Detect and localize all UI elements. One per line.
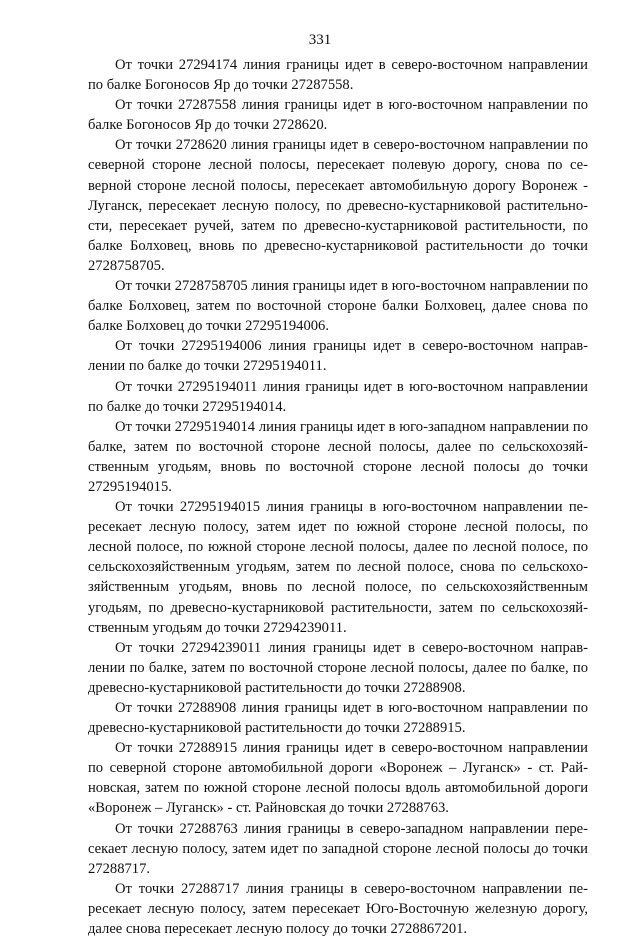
page-number: 331 bbox=[308, 32, 332, 48]
paragraph: От точки 27295194015 линия границы в юго-восточном направлении пересекает лесную полосу, затем идет по южной стороне лесной полосы, по лесной полосе, по южной стороне лесной полосы, далее по лесной полосе, по сельскохозяйственным угодьям, затем по лесной полосе, снова по сельскохозяйственным угодьям, вновь по лесной полосе, по сельскохозяйственным угодьям, по древесно-кустарниковой растительности, затем по сельскохозяйственным угодьям до точки 27294239011. bbox=[88, 499, 588, 636]
paragraph: От точки 27295194014 линия границы идет в юго-западном направлении по балке, затем по восточной стороне лесной полосы, далее по сельскохозяйственным угодьям, вновь по восточной стороне лесной полосы до точки 27295194015. bbox=[88, 418, 588, 495]
paragraph: От точки 27294174 линия границы идет в северо-восточном направлении по балке Богоносов Яр до точки 27287558. bbox=[88, 57, 588, 94]
paragraph: От точки 27288908 линия границы идет в юго-восточном направлении по древесно-кустарниковой растительности до точки 27288915. bbox=[88, 700, 588, 737]
paragraph: От точки 27288717 линия границы в северо-восточном направлении пересекает лесную полосу, затем пересекает Юго-Восточную железную дорогу, далее снова пересекает лесную полосу до точки 2728867201. bbox=[88, 880, 588, 938]
paragraph: От точки 27294239011 линия границы идет в северо-восточном направлении по балке, затем по восточной стороне лесной полосы, далее по балке, по древесно-кустарниковой растительности до точки 27288908. bbox=[88, 639, 588, 696]
paragraph: От точки 27288915 линия границы идет в северо-восточном направлении по северной стороне автомобильной дороги «Воронеж – Луганск» - ст. Райновская, затем по южной стороне лесной полосы вдоль автомобильной дороги «Воронеж – Луганск» - ст. Райновская до точки 27288763. bbox=[88, 740, 588, 817]
paragraph: От точки 27295194011 линия границы идет в юго-восточном направлении по балке до точки 27295194014. bbox=[88, 378, 588, 415]
paragraph: От точки 2728620 линия границы идет в северо-восточном направлении по северной стороне лесной полосы, пересекает полевую дорогу, снова по северной стороне лесной полосы, пересекает автомобильную дорогу Воронеж - Луганск, пересекает лесную полосу, по древесно-кустарниковой растительности, пересекает ручей, затем по древесно-кустарниковой растительности, по балке Болховец, вновь по древесно-кустарниковой растительности до точки 2728758705. bbox=[88, 137, 588, 274]
paragraph: От точки 27295194006 линия границы идет в северо-восточном направлении по балке до точки 27295194011. bbox=[88, 338, 588, 375]
paragraph: От точки 27287558 линия границы идет в юго-восточном направлении по балке Богоносов Яр до точки 2728620. bbox=[88, 97, 588, 134]
paragraph: От точки 27288763 линия границы в северо-западном направлении пересекает лесную полосу, затем идет по западной стороне лесной полосы до точки 27288717. bbox=[88, 820, 588, 877]
paragraph: От точки 2728758705 линия границы идет в юго-восточном направлении по балке Болховец, затем по восточной стороне балки Болховец, далее снова по балке Болховец до точки 27295194006. bbox=[88, 278, 588, 335]
document-body bbox=[88, 55, 588, 939]
